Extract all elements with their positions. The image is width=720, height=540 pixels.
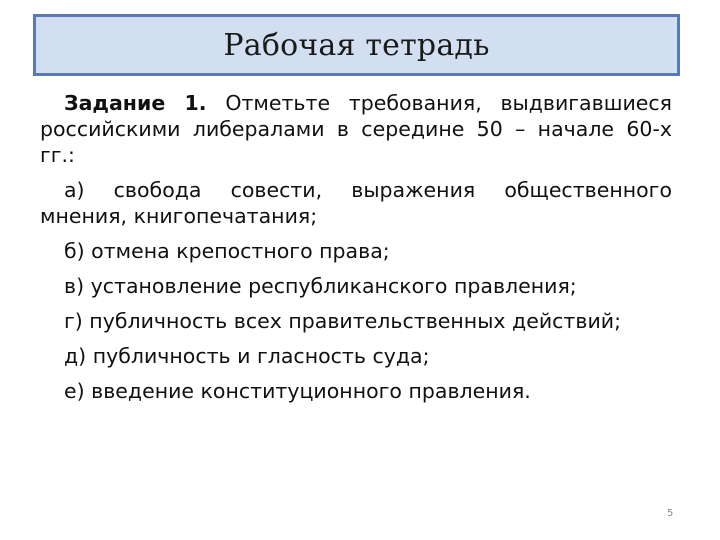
task-content [40,90,672,413]
task-label: Задание 1. [64,91,207,115]
option-c: в) установление республиканского правления; [64,274,577,298]
page-title: Рабочая тетрадь [223,27,490,63]
task-text: Отметьте требования, выдвигавшиеся российскими либералами в середине 50 – начале 60-х гг.: [40,91,672,167]
page-number: 5 [667,508,674,519]
option-e: д) публичность и гласность суда; [64,344,430,368]
option-d: г) публичность всех правительственных действий; [64,309,621,333]
task-statement [40,90,672,168]
option-f: е) введение конституционного правления. [64,379,531,403]
option-a: а) свобода совести, выражения общественного мнения, книгопечатания; [40,178,672,228]
option-b: б) отмена крепостного права; [64,239,390,263]
title-banner [33,14,680,76]
